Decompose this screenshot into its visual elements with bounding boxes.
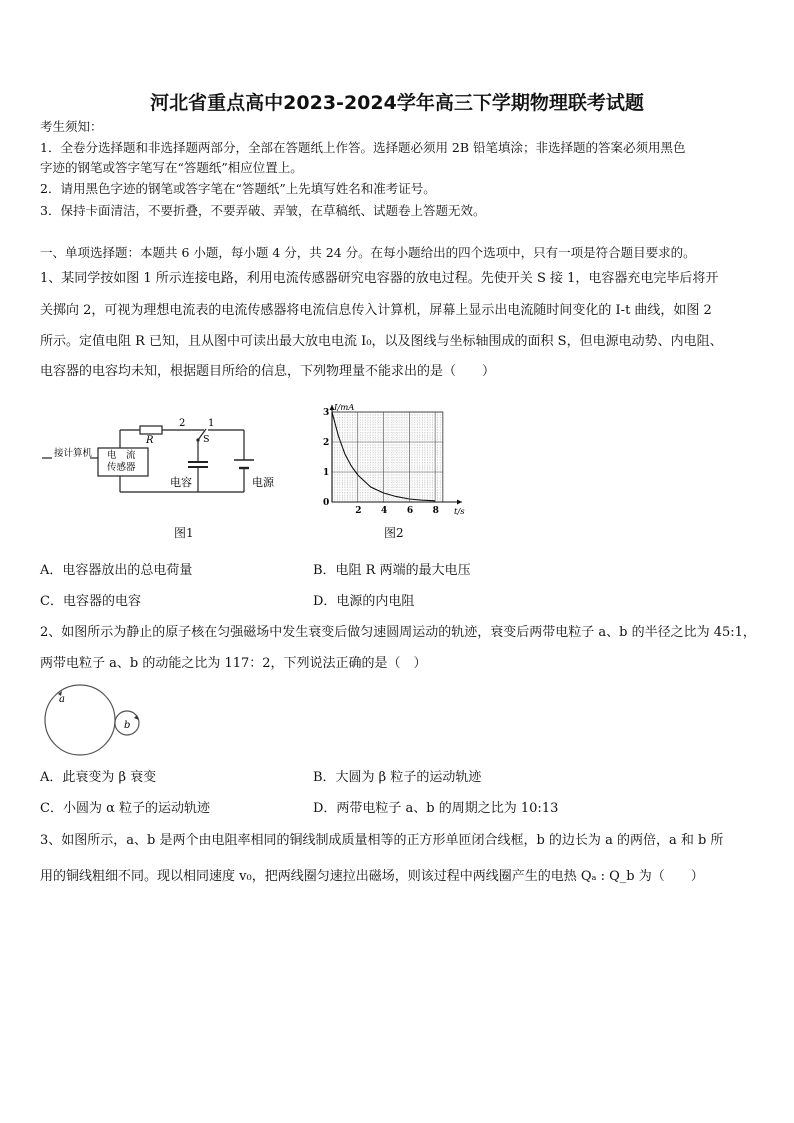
battery-symbol bbox=[234, 460, 254, 468]
notice-heading: 考生须知： bbox=[40, 119, 103, 134]
circuit-diagram bbox=[40, 412, 290, 522]
option-d[interactable]: D．电源的内电阻 bbox=[313, 594, 415, 609]
question-1-text: 电容器的电容均未知，根据题目所给的信息，下列物理量不能求出的是（ ） bbox=[40, 364, 496, 379]
capacitor-symbol bbox=[188, 462, 208, 467]
question-3-text: 用的铜线粗细不同。现以相同速度 v₀，把两线圈匀速拉出磁场，则该过程中两线圈产生的电热 Qₐ : Q_b 为（ ） bbox=[40, 869, 704, 884]
current-time-chart bbox=[312, 402, 472, 522]
resistor bbox=[140, 426, 162, 434]
chart-x-axis-label: t/s bbox=[454, 507, 465, 517]
source-label: 电源 bbox=[252, 476, 274, 489]
chart-x-tick-label: 8 bbox=[432, 506, 439, 516]
chart-x-tick-label: 6 bbox=[406, 506, 414, 516]
question-1-text: 1、某同学按如图 1 所示连接电路，利用电流传感器研究电容器的放电过程。先使开关 S 接 1，电容器充电完毕后将开 bbox=[40, 271, 719, 286]
sensor-label: 电 流 bbox=[107, 450, 136, 461]
section-heading: 一、单项选择题：本题共 6 小题，每小题 4 分，共 24 分。在每小题给出的四个选项中，只有一项是符合题目要求的。 bbox=[40, 245, 696, 260]
chart-x-tick-label: 4 bbox=[381, 506, 388, 516]
option-a[interactable]: A．电容器放出的总电荷量 bbox=[40, 563, 193, 578]
option-b[interactable]: B．电阻 R 两端的最大电压 bbox=[313, 563, 471, 578]
sensor-label: 传感器 bbox=[107, 462, 136, 473]
switch-pivot bbox=[196, 438, 199, 441]
notice-item: 2．请用黑色字迹的钢笔或答字笔在“答题纸”上先填写姓名和准考证号。 bbox=[40, 181, 436, 196]
question-1-text: 关掷向 2，可视为理想电流表的电流传感器将电流信息传入计算机，屏幕上显示出电流随时间变化的 I-t 曲线，如图 2 bbox=[40, 303, 712, 318]
question-2-text: 2、如图所示为静止的原子核在匀强磁场中发生衰变后做匀速圆周运动的轨迹，衰变后两带电粒子 a、b 的半径之比为 45:1， bbox=[40, 625, 756, 640]
particle-a-label: a bbox=[59, 694, 65, 705]
switch-label: S bbox=[203, 434, 210, 445]
large-orbit bbox=[45, 685, 115, 755]
switch-position-1: 1 bbox=[208, 418, 215, 429]
option-b[interactable]: B．大圆为 β 粒子的运动轨迹 bbox=[313, 770, 482, 785]
option-d[interactable]: D．两带电粒子 a、b 的周期之比为 10:13 bbox=[313, 801, 559, 816]
capacitor-label: 电容 bbox=[170, 476, 192, 489]
decay-orbits-diagram bbox=[40, 682, 160, 762]
chart-y-axis-label: I/mA bbox=[334, 403, 355, 413]
chart-x-tick-label: 2 bbox=[355, 506, 362, 516]
option-c[interactable]: C．小圆为 α 粒子的运动轨迹 bbox=[40, 801, 210, 816]
notice-item: 字迹的钢笔或答字笔写在“答题纸”相应位置上。 bbox=[40, 160, 303, 175]
question-2-text: 两带电粒子 a、b 的动能之比为 117：2，下列说法正确的是（ ） bbox=[40, 656, 427, 671]
chart-y-tick-label: 3 bbox=[323, 408, 330, 418]
computer-label: 接计算机 bbox=[54, 448, 93, 459]
chart-y-tick-label: 1 bbox=[323, 468, 330, 478]
chart-y-tick-label: 2 bbox=[323, 438, 330, 448]
question-3-text: 3、如图所示，a、b 是两个由电阻率相同的铜线制成质量相等的正方形单匝闭合线框，b 的边长为 a 的两倍，a 和 b 所 bbox=[40, 833, 724, 848]
notice-item: 1．全卷分选择题和非选择题两部分，全部在答题纸上作答。选择题必须用 2B 铅笔填涂；非选择题的答案必须用黑色 bbox=[40, 140, 686, 155]
option-c[interactable]: C．电容器的电容 bbox=[40, 594, 141, 609]
particle-b-label: b bbox=[124, 720, 131, 731]
resistor-label: R bbox=[146, 435, 154, 446]
figure-1-caption: 图1 bbox=[174, 526, 194, 540]
figure-2-caption: 图2 bbox=[384, 526, 404, 540]
x-axis-arrow-icon bbox=[457, 500, 462, 505]
page-title: 河北省重点高中2023-2024学年高三下学期物理联考试题 bbox=[150, 92, 644, 114]
notice-item: 3．保持卡面清洁，不要折叠，不要弄破、弄皱，在草稿纸、试题卷上答题无效。 bbox=[40, 203, 486, 218]
switch-position-2: 2 bbox=[179, 418, 186, 429]
option-a[interactable]: A．此衰变为 β 衰变 bbox=[40, 770, 157, 785]
question-1-text: 所示。定值电阻 R 已知，且从图中可读出最大放电电流 I₀，以及图线与坐标轴围成的面积 S，但电源电动势、内电阻、 bbox=[40, 334, 723, 349]
chart-y-tick-label: 0 bbox=[323, 498, 330, 508]
